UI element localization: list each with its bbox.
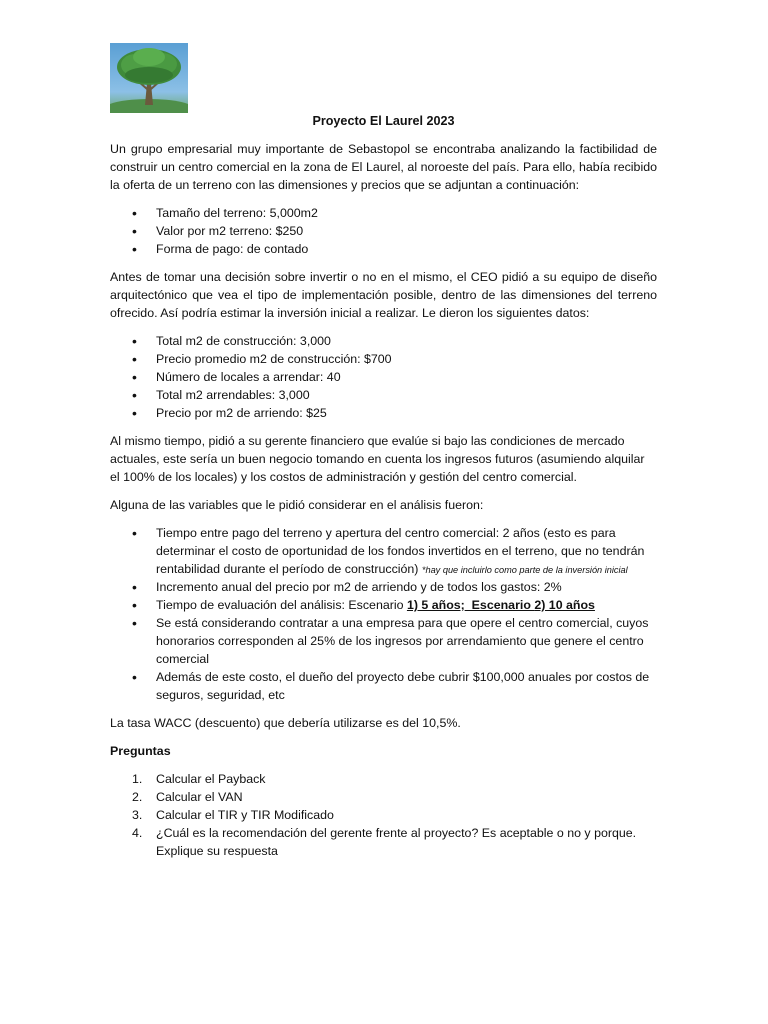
scenario-separator: Escenario [464, 598, 535, 612]
list-item [110, 788, 657, 806]
list-item: • Precio por m2 de arriendo: $25 [110, 404, 657, 422]
list-item: • Además de este costo, el dueño del proyecto debe cubrir $100,000 anuales por costos de seguros, seguridad, etc [110, 668, 657, 704]
list-item: • Total m2 de construcción: 3,000 [110, 332, 657, 350]
terrain-list [110, 204, 657, 258]
list-item [110, 524, 657, 578]
question-number: 4. [132, 826, 143, 840]
questions-heading: Preguntas [110, 744, 171, 758]
variable-text: Tiempo de evaluación del análisis: Escenario [156, 598, 407, 612]
list-item [110, 770, 657, 788]
list-item [110, 596, 657, 614]
question-text: ¿Cuál es la recomendación del gerente frente al proyecto? Es aceptable o no y porque. Explique su respuesta [156, 826, 637, 858]
scenario-1: 1) 5 años; [406, 598, 465, 612]
scenario-2: 2) 10 años [534, 598, 595, 612]
intro-paragraph: Un grupo empresarial muy importante de Sebastopol se encontraba analizando la factibilidad de construir un centro comercial en la zona de El Laurel, al noroeste del país. Para ello, había recibido la oferta de un terreno con las dimensiones y precios que se adjuntan a continuación: [110, 142, 657, 192]
list-item: • Se está considerando contratar a una empresa para que opere el centro comercial, cuyos honorarios corresponden al 25% de los ingresos por arrendamiento que genere el centro comercial [110, 614, 657, 668]
tree-logo-image [110, 43, 188, 113]
question-text: Calcular el TIR y TIR Modificado [156, 808, 334, 822]
list-item [110, 806, 657, 824]
finance-paragraph: Al mismo tiempo, pidió a su gerente financiero que evalúe si bajo las condiciones de mercado actuales, este sería un buen negocio tomando en cuenta los ingresos futuros (asumiendo alquilar el 100% de los locales) y los costos de administración y gestión del centro comercial. [110, 434, 645, 484]
question-number: 1. [132, 772, 143, 786]
list-item: • Total m2 arrendables: 3,000 [110, 386, 657, 404]
ceo-paragraph: Antes de tomar una decisión sobre invertir o no en el mismo, el CEO pidió a su equipo de diseño arquitectónico que vea el tipo de implementación posible, dentro de las dimensiones del terreno ofrecido. Así podría estimar la inversión inicial a realizar. Le dieron los siguientes datos: [110, 270, 657, 320]
question-number: 2. [132, 790, 143, 804]
list-item: • Precio promedio m2 de construcción: $700 [110, 350, 657, 368]
page-title: Proyecto El Laurel 2023 [312, 114, 455, 128]
question-number: 3. [132, 808, 143, 822]
construction-list [110, 332, 657, 422]
list-item: • Incremento anual del precio por m2 de arriendo y de todos los gastos: 2% [110, 578, 657, 596]
variables-intro: Alguna de las variables que le pidió considerar en el análisis fueron: [110, 498, 484, 512]
question-text: Calcular el Payback [156, 772, 266, 786]
question-text: Calcular el VAN [156, 790, 243, 804]
variable-note: *hay que incluirlo como parte de la inversión inicial [421, 565, 628, 575]
document-body [110, 112, 657, 860]
list-item: • Valor por m2 terreno: $250 [110, 222, 657, 240]
variables-list [110, 524, 657, 704]
list-item: • Número de locales a arrendar: 40 [110, 368, 657, 386]
list-item: • Forma de pago: de contado [110, 240, 657, 258]
wacc-paragraph: La tasa WACC (descuento) que debería utilizarse es del 10,5%. [110, 716, 461, 730]
list-item: • Tamaño del terreno: 5,000m2 [110, 204, 657, 222]
questions-list [110, 770, 657, 860]
variable-text: Tiempo entre pago del terreno y apertura del centro comercial: 2 años (esto es para determinar el costo de oportunidad de los fondos invertidos en el terreno, que no tendrán rentabilidad durante el período de construcción) [156, 526, 645, 576]
list-item [110, 824, 657, 860]
